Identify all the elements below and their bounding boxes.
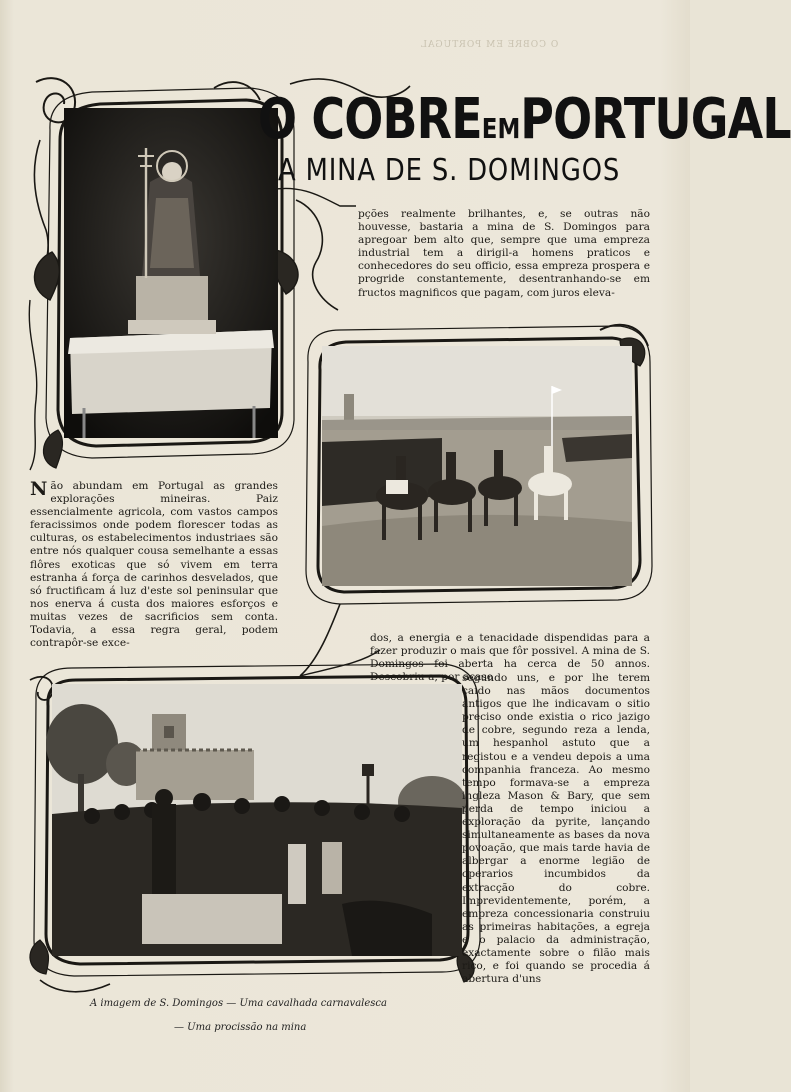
article-text-left: Não abundam em Portugal as grandes explorações mineiras. Paiz essencialmente agricola, com vastos campos feracissimos onde podem florescer todas as culturas, os estabelecimentos industriaes são entre nós qualquer cousa semelhante a essas flôres exoticas que só vivem em terra estranha á força de carinhos desvelados, que só fructificam á luz d'este sol peninsular que nos enerva á custa dos maiores esforços e muitas vezes de sacrificios sem conta. Todavia, a essa regra geral, podem contrapôr-se exce- [30,478,278,650]
caption-line-2: — Uma procissão na mina [174,1022,307,1033]
photo-cavalcade [322,346,632,586]
headline: O COBREEMPORTUGAL [258,87,791,152]
bleed-through-text: O COBRE EM PORTUGAL [420,40,559,50]
article-text-top: pções realmente brilhantes, e, se outras não houvesse, bastaria a mina de S. Domingos para apregoar bem alto que, sempre que uma empreza industrial tem a dirigil-a homens praticos e conhecedores do seu officio, essa empreza prospera e progride constantemente, desentranhando-se em fructos magnificos que pagam, com juros eleva- [358,208,650,299]
article-text-right: segundo uns, e por lhe terem caido nas mãos documentos antigos que lhe indicavam o sitio preciso onde existia o rico jazigo de cobre, segundo reza a lenda, um hespanhol astuto que a registou e a vendeu depois a uma companhia franceza. Ao mesmo tempo formava-se a empreza ingleza Mason & Bary, que sem perda de tempo iniciou a exploração da pyrite, lançando simultaneamente as bases da nova povoação, que mais tarde havia de albergar a enorme legião de operarios incumbidos da extracção do cobre. Imprevidentemente, porém, a empreza concessionaria construiu as primeiras habitações, a egreja e o palacio da administração, exactamente sobre o filão mais rico, e foi quando se procedia á abertura d'uns [462,672,650,986]
subheadline: A MINA DE S. DOMINGOS [278,153,621,188]
article-text-middle: dos, a energia e a tenacidade dispendidas para a fazer produzir o mais que fôr possivel. A mina de S. Domingos foi aberta ha cerca de 50 annos. Descobriu-a, por acaso [370,632,650,684]
photo-procession [52,684,462,956]
drop-cap: N [30,478,48,500]
photo-saint-statue [64,108,278,438]
caption-line-1: A imagem de S. Domingos — Uma cavalhada carnavalesca [90,998,387,1009]
